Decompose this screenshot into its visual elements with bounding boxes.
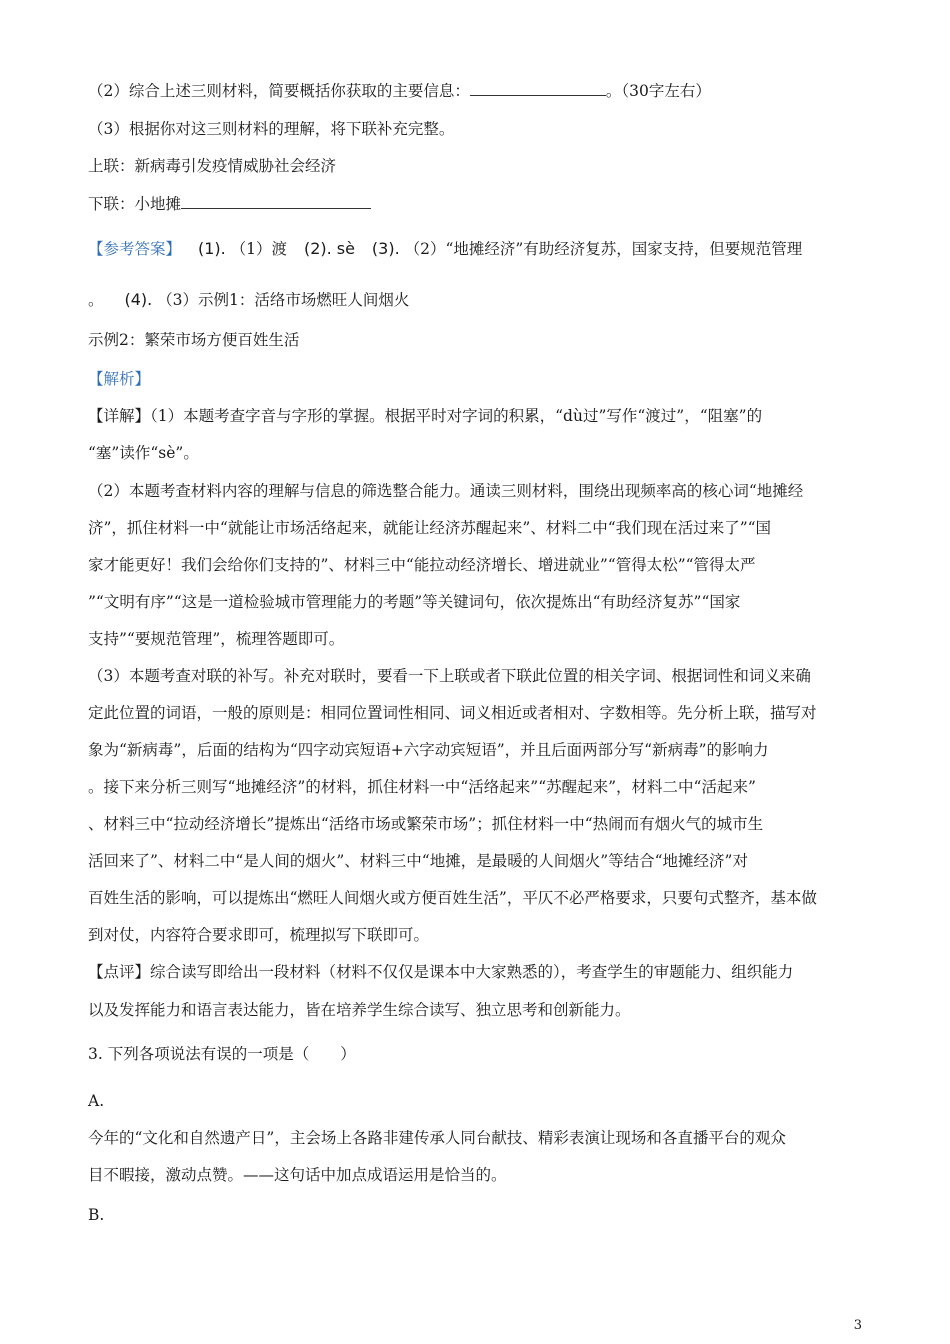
answer-text: （3）示例1：活络市场燃旺人间烟火 bbox=[157, 291, 410, 309]
detail-line: 济”，抓住材料一中“就能让市场活络起来，就能让经济苏醒起来”、材料二中“我们现在活过来了”“国 bbox=[88, 519, 772, 537]
answer-label: 【参考答案】 bbox=[88, 240, 182, 258]
page-number: 3 bbox=[853, 1318, 862, 1333]
option-a-text: 目不暇接，激动点赞。——这句话中加点成语运用是恰当的。 bbox=[88, 1166, 507, 1184]
detail-line: 支持”“要规范管理”，梳理答题即可。 bbox=[88, 630, 345, 648]
couplet-lower-text: 下联：小地摊 bbox=[88, 195, 182, 213]
detail-line: 【详解】（1）本题考查字音与字形的掌握。根据平时对字词的积累，“dù过”写作“渡过”，“阻塞”的 bbox=[88, 407, 763, 425]
option-b-label: B. bbox=[88, 1206, 105, 1224]
detail-line: ”“文明有序”“这是一道检验城市管理能力的考题”等关键词句，依次提炼出“有助经济复苏”“国家 bbox=[88, 593, 741, 611]
detail-line: 、材料三中“拉动经济增长”提炼出“活络市场或繁荣市场”；抓住材料一中“热闹而有烟火气的城市生 bbox=[88, 815, 764, 833]
answer-number: (2). sè bbox=[303, 239, 355, 258]
analysis-label: 【解析】 bbox=[88, 370, 151, 388]
answer-number: (4). bbox=[124, 290, 153, 309]
detail-line: 到对仗，内容符合要求即可，梳理拟写下联即可。 bbox=[88, 926, 430, 944]
answer-example-2: 示例2：繁荣市场方便百姓生活 bbox=[88, 331, 300, 349]
answer-number: (3). bbox=[371, 239, 400, 258]
question-3-title: 3. 下列各项说法有误的一项是（ ） bbox=[88, 1045, 356, 1063]
detail-line: 以及发挥能力和语言表达能力，皆在培养学生综合读写、独立思考和创新能力。 bbox=[88, 1001, 631, 1019]
couplet-upper: 上联：新病毒引发疫情威胁社会经济 bbox=[88, 157, 337, 175]
detail-line: 家才能更好！我们会给你们支持的”、材料三中“能拉动经济增长、增进就业”“管得太松”“管得太严 bbox=[88, 556, 756, 574]
detail-line: （2）本题考查材料内容的理解与信息的筛选整合能力。通读三则材料，围绕出现频率高的核心词“地摊经 bbox=[88, 482, 804, 500]
question-2-3: （3）根据你对这三则材料的理解，将下联补充完整。 bbox=[88, 120, 455, 138]
detail-line: “塞”读作“sè”。 bbox=[88, 444, 199, 462]
detail-line: 象为“新病毒”，后面的结构为“四字动宾短语+六字动宾短语”，并且后面两部分写“新病毒”的影响力 bbox=[88, 741, 769, 759]
reference-answer-cont bbox=[88, 289, 868, 311]
answer-blank bbox=[181, 194, 371, 209]
couplet-lower bbox=[88, 193, 868, 215]
option-a-text: 今年的“文化和自然遗产日”，主会场上各路非建传承人同台献技、精彩表演让现场和各直播平台的观众 bbox=[88, 1129, 786, 1147]
question-text: （2）综合上述三则材料，简要概括你获取的主要信息： bbox=[88, 82, 470, 100]
answer-number: (1). bbox=[197, 239, 226, 258]
question-tail: 。（30字左右） bbox=[605, 82, 711, 100]
detail-line: 活回来了”、材料二中“是人间的烟火”、材料三中“地摊，是最暖的人间烟火”等结合“地摊经济”对 bbox=[88, 852, 748, 870]
answer-blank bbox=[470, 81, 606, 96]
detail-line: 定此位置的词语，一般的原则是：相同位置词性相同、词义相近或者相对、字数相等。先分析上联，描写对 bbox=[88, 704, 817, 722]
detail-line: 。接下来分析三则写“地摊经济”的材料，抓住材料一中“活络起来”“苏醒起来”，材料二中“活起来” bbox=[88, 778, 756, 796]
detail-line: 【点评】综合读写即给出一段材料（材料不仅仅是课本中大家熟悉的），考查学生的审题能力、组织能力 bbox=[88, 963, 794, 981]
option-a-label: A. bbox=[88, 1092, 105, 1110]
reference-answer bbox=[88, 238, 868, 260]
detail-line: 百姓生活的影响，可以提炼出“燃旺人间烟火或方便百姓生活”，平仄不必严格要求，只要句式整齐，基本做 bbox=[88, 889, 817, 907]
answer-text: （1）渡 bbox=[230, 240, 288, 258]
detail-line: （3）本题考查对联的补写。补充对联时，要看一下上联或者下联此位置的相关字词、根据词性和词义来确 bbox=[88, 667, 811, 685]
question-2-2 bbox=[88, 80, 868, 102]
answer-end-mark: 。 bbox=[88, 291, 104, 309]
answer-text: （2）“地摊经济”有助经济复苏，国家支持，但要规范管理 bbox=[404, 240, 803, 258]
